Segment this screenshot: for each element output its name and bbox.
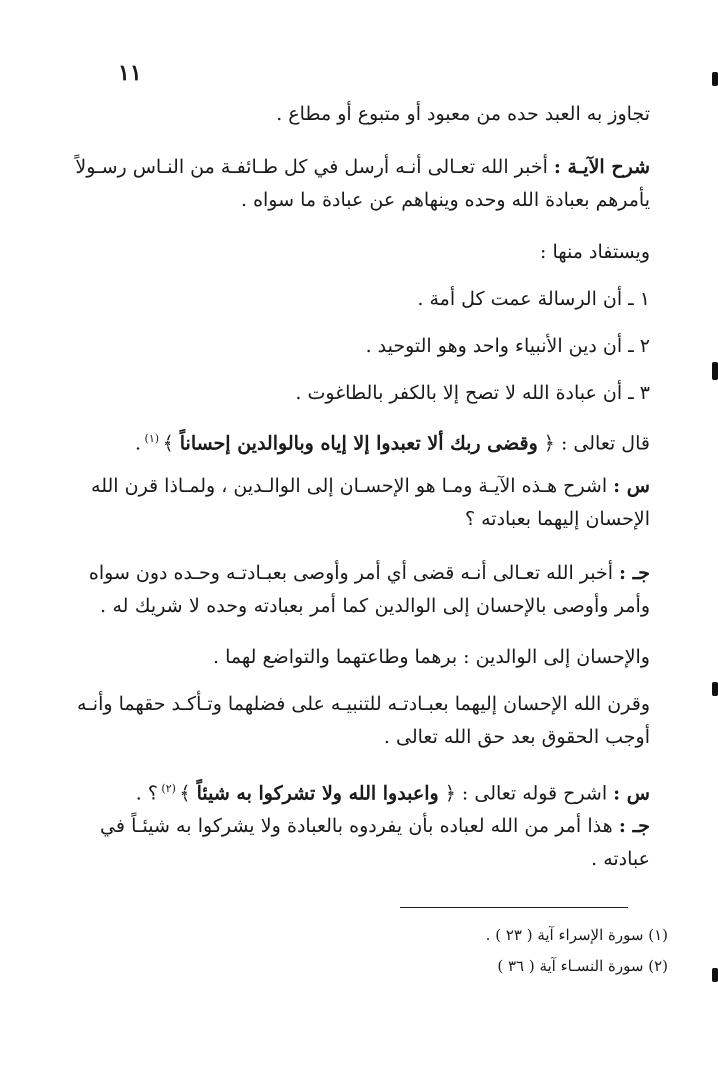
question-2-end: ؟ .: [135, 782, 158, 805]
question-2-label: س :: [613, 782, 650, 805]
edge-mark-3: [712, 682, 718, 696]
answer-line-1: [88, 561, 650, 585]
question-line-1: [91, 474, 650, 498]
list-item-1: ١ ـ أن الرسالة عمت كل أمة .: [417, 288, 650, 310]
question-text: اشرح هـذه الآيـة ومـا هو الإحسـان إلى الوالـدين ، ولمـاذا قرن الله: [91, 475, 614, 497]
verse-text: وقضى ربك ألا تعبدوا إلا إياه وبالوالدين إحساناً: [179, 432, 538, 455]
verse-explanation-label: شرح الآيـة :: [553, 156, 650, 178]
text-line-2: [75, 155, 650, 179]
answer-2-line-1: [100, 814, 650, 838]
footnote-2: (٢) سورة النسـاء آية ( ٣٦ ): [497, 957, 668, 975]
edge-mark-1: [712, 72, 718, 86]
text-line-15: أوجب الحقوق بعد حق الله تعالى .: [383, 726, 650, 748]
text-line-14: وقرن الله الإحسان إليهما بعبـادتـه للتنبيـه على فضلهما وتـأكـد حقهما وأنـه: [77, 693, 650, 715]
quran-verse-line-1: [135, 427, 650, 455]
footnote-ref-2: (٢): [157, 782, 180, 795]
list-item-3: ٣ ـ أن عبادة الله لا تصح إلا بالكفر بالطاغوت .: [295, 382, 650, 404]
verse-2-close: ﴾: [179, 782, 197, 805]
text-line-4: ويستفاد منها :: [540, 241, 650, 263]
edge-mark-2: [712, 362, 718, 380]
verse-intro: قال تعالى : ﴿: [537, 432, 650, 455]
question-2-line: [136, 777, 650, 805]
verse-2-text: واعبدوا الله ولا تشركوا به شيئاً: [196, 782, 439, 805]
answer-2-label: جـ :: [618, 815, 650, 837]
answer-2-text: هذا أمر من الله لعباده بأن يفردوه بالعبادة ولا يشركوا به شيئـاً في: [100, 815, 619, 837]
footnote-ref-1: (١): [141, 432, 163, 445]
text-line-2-body: أخبر الله تعـالى أنـه أرسل في كل طـائفـة من النـاس رسـولاً: [75, 156, 554, 178]
page-number: ١١: [118, 60, 142, 86]
footnote-divider: [400, 907, 628, 908]
list-item-2: ٢ ـ أن دين الأنبياء واحد وهو التوحيد .: [365, 335, 650, 357]
answer-2-line-2: عبادته .: [591, 848, 650, 870]
question-2-intro: اشرح قوله تعالى : ﴿: [438, 782, 614, 805]
answer-label: جـ :: [619, 562, 650, 584]
edge-mark-4: [712, 968, 718, 982]
footnote-1: (١) سورة الإسراء آية ( ٢٣ ) .: [485, 926, 668, 944]
question-line-2: الإحسان إليهما بعبادته ؟: [465, 508, 650, 530]
text-line-3: يأمرهم بعبادة الله وحده وينهاهم عن عبادة ما سواه .: [240, 189, 650, 211]
text-line-13: والإحسان إلى الوالدين : برهما وطاعتهما والتواضع لهما .: [213, 646, 650, 668]
text-line-1: تجاوز به العبد حده من معبود أو متبوع أو مطاع .: [276, 103, 650, 125]
verse-close: ﴾: [162, 432, 180, 455]
answer-line-2: وأمر وأوصى بالإحسان إلى الوالدين كما أمر بعبادته وحده لا شريك له .: [100, 595, 650, 617]
verse-end: .: [135, 432, 142, 455]
question-label: س :: [613, 475, 650, 497]
answer-text: أخبر الله تعـالى أنـه قضى أي أمر وأوصى بعبـادتـه وحـده دون سواه: [88, 562, 620, 584]
